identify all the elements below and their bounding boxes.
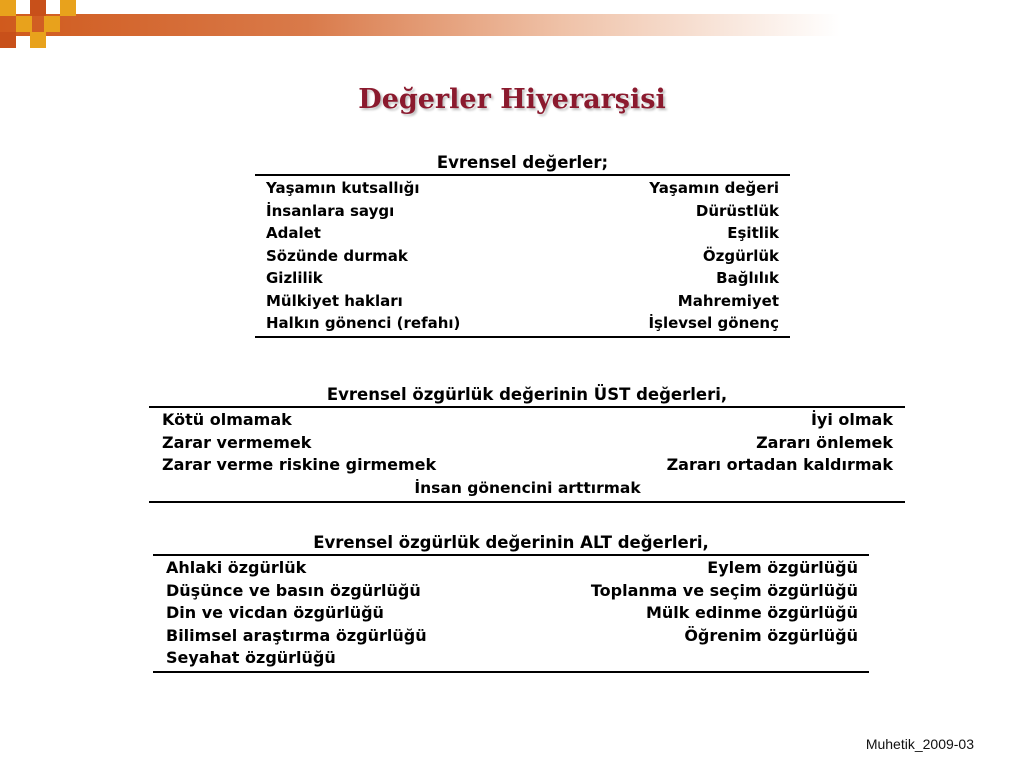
table-row [166,557,858,580]
cell-left: Zarar verme riskine girmemek [162,455,437,474]
cell-right: Zararı ortadan kaldırmak [666,455,893,474]
table-row [162,432,893,455]
cell-right: Dürüstlük [695,201,779,220]
table-footer-row: İnsan gönencini arttırmak [414,478,641,497]
cell-right: Eşitlik [727,224,779,242]
decor-square [30,0,46,16]
table-row [162,454,893,477]
table-row [166,625,858,648]
decor-square [0,32,16,48]
cell-left: Yaşamın kutsallığı [266,179,420,197]
header-gradient-band [0,14,1024,36]
cell-left: Sözünde durmak [266,246,408,265]
decor-square [30,32,46,48]
table-row [266,222,779,245]
cell-left: Seyahat özgürlüğü [166,648,336,667]
cell-right: Özgürlük [702,246,779,265]
cell-left: Kötü olmamak [162,410,292,429]
table-header: Evrensel özgürlük değerinin ÜST değerleri, [149,384,905,408]
cell-left: Mülkiyet hakları [266,291,403,310]
cell-right: Öğrenim özgürlüğü [684,625,858,645]
table-row [166,602,858,625]
table-row [266,200,779,223]
table-row [266,312,779,335]
cell-right: Eylem özgürlüğü [707,558,858,577]
cell-left: Din ve vicdan özgürlüğü [166,603,384,622]
cell-right: Mülk edinme özgürlüğü [645,603,858,622]
table-body [153,556,869,673]
decor-square [16,16,32,32]
table-row [162,409,893,432]
cell-right: İyi olmak [810,410,893,429]
cell-right: Zararı önlemek [756,432,893,452]
cell-left: Ahlaki özgürlük [166,558,307,577]
universal-values-table [255,152,790,338]
decor-square [60,0,76,16]
cell-left: Zarar vermemek [162,432,312,452]
cell-left: Bilimsel araştırma özgürlüğü [166,625,427,645]
upper-values-table [149,384,905,503]
cell-left: Adalet [266,224,321,242]
cell-right: Yaşamın değeri [649,179,779,197]
table-row [266,290,779,313]
table-header: Evrensel özgürlük değerinin ALT değerleri, [153,532,869,556]
cell-right: Mahremiyet [677,291,779,310]
table-row [266,267,779,290]
cell-left: İnsanlara saygı [266,201,395,220]
lower-values-table [153,532,869,673]
table-row [266,177,779,200]
table-row [166,647,858,670]
table-header: Evrensel değerler; [255,152,790,176]
slide-title: Değerler Hiyerarşisi [358,84,666,115]
table-body [149,408,905,503]
cell-right: İşlevsel gönenç [648,314,779,332]
table-row [266,245,779,268]
slide-footer: Muhetik_2009-03 [865,736,974,752]
decor-square [0,0,16,16]
cell-right: Toplanma ve seçim özgürlüğü [590,580,858,600]
decor-square [44,16,60,32]
cell-left: Halkın gönenci (refahı) [266,314,461,332]
cell-right: Bağlılık [716,269,779,287]
cell-left: Gizlilik [266,269,323,287]
table-body [255,176,790,338]
table-row [166,580,858,603]
cell-left: Düşünce ve basın özgürlüğü [166,580,421,600]
